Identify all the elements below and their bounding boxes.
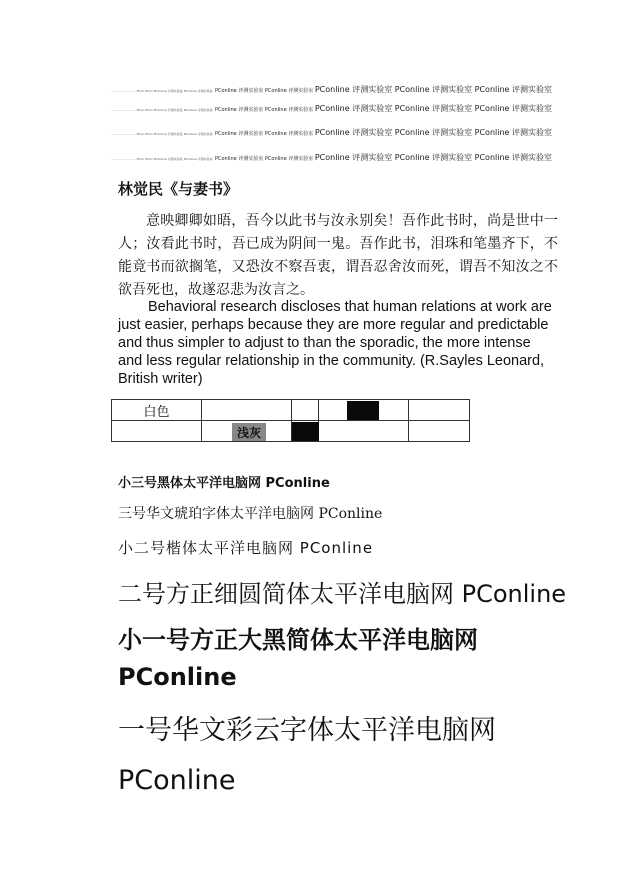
header-watermark-line: …………………… PCon PCon PConline 评测实验室 PConline 评测实验室 PConline 评测实验室 PConline 评测实验室 PConline 评测实验室 PConline 评测实验室 PConline 评测实验室	[111, 104, 552, 113]
header-watermark-line: …………………… PCon PCon PConline 评测实验室 PConline 评测实验室 PConline 评测实验室 PConline 评测实验室 PConline 评测实验室 PConline 评测实验室 PConline 评测实验室	[111, 128, 552, 137]
font-sample-small-three-heiti: 小三号黑体太平洋电脑网 PConline	[118, 476, 330, 491]
color-swatch-table	[111, 399, 470, 442]
table-cell	[202, 400, 292, 421]
table-cell	[112, 421, 202, 442]
table-cell	[292, 421, 319, 442]
table-cell	[202, 421, 292, 442]
chinese-paragraph	[118, 210, 558, 302]
english-paragraph-text: Behavioral research discloses that human relations at work are just easier, perhaps because they are more regular and predictable and thus simpler to adjust to than the sporadic, the more intense and less regular relationship in the community. (R.Sayles Leonard, British writer)	[118, 299, 552, 387]
header-watermark-line: …………………… PCon PCon PConline 评测实验室 PConline 评测实验室 PConline 评测实验室 PConline 评测实验室 PConline 评测实验室 PConline 评测实验室 PConline 评测实验室	[111, 153, 552, 162]
black-swatch	[347, 401, 379, 420]
gray-label: 浅灰	[236, 425, 261, 440]
white-label: 白色	[143, 404, 170, 420]
table-cell	[292, 400, 319, 421]
header-watermark-line: …………………… PCon PCon PConline 评测实验室 PConline 评测实验室 PConline 评测实验室 PConline 评测实验室 PConline 评测实验室 PConline 评测实验室 PConline 评测实验室	[111, 85, 552, 94]
light-gray-swatch	[232, 423, 266, 441]
table-row	[112, 400, 470, 421]
black-swatch	[292, 422, 319, 441]
font-sample-three-hupo: 三号华文琥珀字体太平洋电脑网 PConline	[118, 506, 383, 522]
document-title: 林觉民《与妻书》	[118, 180, 239, 198]
table-cell	[409, 421, 470, 442]
font-sample-one-caiyun: 一号华文彩云字体太平洋电脑网 PConline	[118, 715, 496, 796]
table-cell	[319, 400, 409, 421]
font-sample-small-two-kaiti: 小二号楷体太平洋电脑网 PConline	[118, 539, 374, 557]
table-cell	[319, 421, 409, 442]
chinese-paragraph-text: 意映卿卿如晤，吾今以此书与汝永别矣！吾作此书时，尚是世中一人；汝看此书时，吾已成为阴间一鬼。吾作此书，泪珠和笔墨齐下，不能竟书而欲搁笔，又恐汝不察吾衷，谓吾忍舍汝而死，谓吾不知汝之不欲吾死也，故遂忍悲为汝言之。	[118, 213, 558, 298]
font-sample-two-xiyuan: 二号方正细圆简体太平洋电脑网 PConline	[118, 580, 567, 608]
font-sample-small-one-dahei: 小一号方正大黑简体太平洋电脑网 PConline	[118, 626, 478, 691]
table-row	[112, 421, 470, 442]
table-cell	[409, 400, 470, 421]
table-cell	[112, 400, 202, 421]
english-paragraph	[118, 298, 558, 388]
